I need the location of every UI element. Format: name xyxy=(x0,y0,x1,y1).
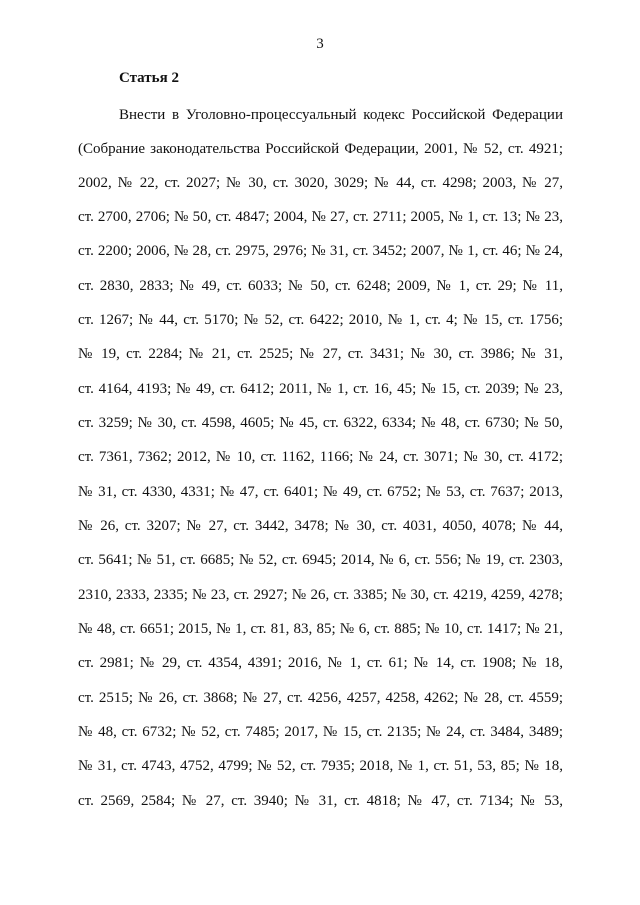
paragraph-line: № 31, ст. 4743, 4752, 4799; № 52, ст. 7935; 2018, № 1, ст. 51, 53, 85; № 18, xyxy=(78,758,563,774)
paragraph-line: 2310, 2333, 2335; № 23, ст. 2927; № 26, ст. 3385; № 30, ст. 4219, 4259, 4278; xyxy=(78,587,563,603)
paragraph-line: № 31, ст. 4330, 4331; № 47, ст. 6401; № 49, ст. 6752; № 53, ст. 7637; 2013, xyxy=(78,484,563,500)
paragraph-line: № 19, ст. 2284; № 21, ст. 2525; № 27, ст. 3431; № 30, ст. 3986; № 31, xyxy=(78,346,563,362)
paragraph-line: ст. 2981; № 29, ст. 4354, 4391; 2016, № 1, ст. 61; № 14, ст. 1908; № 18, xyxy=(78,655,563,671)
paragraph-line: ст. 3259; № 30, ст. 4598, 4605; № 45, ст. 6322, 6334; № 48, ст. 6730; № 50, xyxy=(78,415,563,431)
paragraph-line: ст. 2515; № 26, ст. 3868; № 27, ст. 4256, 4257, 4258, 4262; № 28, ст. 4559; xyxy=(78,690,563,706)
paragraph-line: ст. 5641; № 51, ст. 6685; № 52, ст. 6945; 2014, № 6, ст. 556; № 19, ст. 2303, xyxy=(78,552,563,568)
paragraph-line: ст. 2200; 2006, № 28, ст. 2975, 2976; № 31, ст. 3452; 2007, № 1, ст. 46; № 24, xyxy=(78,243,563,259)
paragraph-line: ст. 2569, 2584; № 27, ст. 3940; № 31, ст. 4818; № 47, ст. 7134; № 53, xyxy=(78,793,563,809)
page-number: 3 xyxy=(316,36,324,52)
paragraph-line: 2002, № 22, ст. 2027; № 30, ст. 3020, 3029; № 44, ст. 4298; 2003, № 27, xyxy=(78,175,563,191)
paragraph-line: ст. 2830, 2833; № 49, ст. 6033; № 50, ст. 6248; 2009, № 1, ст. 29; № 11, xyxy=(78,278,563,294)
paragraph-line: ст. 7361, 7362; 2012, № 10, ст. 1162, 1166; № 24, ст. 3071; № 30, ст. 4172; xyxy=(78,449,563,465)
paragraph-line: ст. 1267; № 44, ст. 5170; № 52, ст. 6422; 2010, № 1, ст. 4; № 15, ст. 1756; xyxy=(78,312,563,328)
paragraph-line: № 48, ст. 6651; 2015, № 1, ст. 81, 83, 85; № 6, ст. 885; № 10, ст. 1417; № 21, xyxy=(78,621,563,637)
paragraph-line: ст. 2700, 2706; № 50, ст. 4847; 2004, № 27, ст. 2711; 2005, № 1, ст. 13; № 23, xyxy=(78,209,563,225)
article-heading: Статья 2 xyxy=(119,70,179,86)
paragraph-line: (Собрание законодательства Российской Федерации, 2001, № 52, ст. 4921; xyxy=(78,141,563,157)
paragraph-line: № 26, ст. 3207; № 27, ст. 3442, 3478; № 30, ст. 4031, 4050, 4078; № 44, xyxy=(78,518,563,534)
paragraph-line: № 48, ст. 6732; № 52, ст. 7485; 2017, № 15, ст. 2135; № 24, ст. 3484, 3489; xyxy=(78,724,563,740)
paragraph-line: ст. 4164, 4193; № 49, ст. 6412; 2011, № 1, ст. 16, 45; № 15, ст. 2039; № 23, xyxy=(78,381,563,397)
paragraph-line: Внести в Уголовно-процессуальный кодекс Российской Федерации xyxy=(119,107,563,123)
